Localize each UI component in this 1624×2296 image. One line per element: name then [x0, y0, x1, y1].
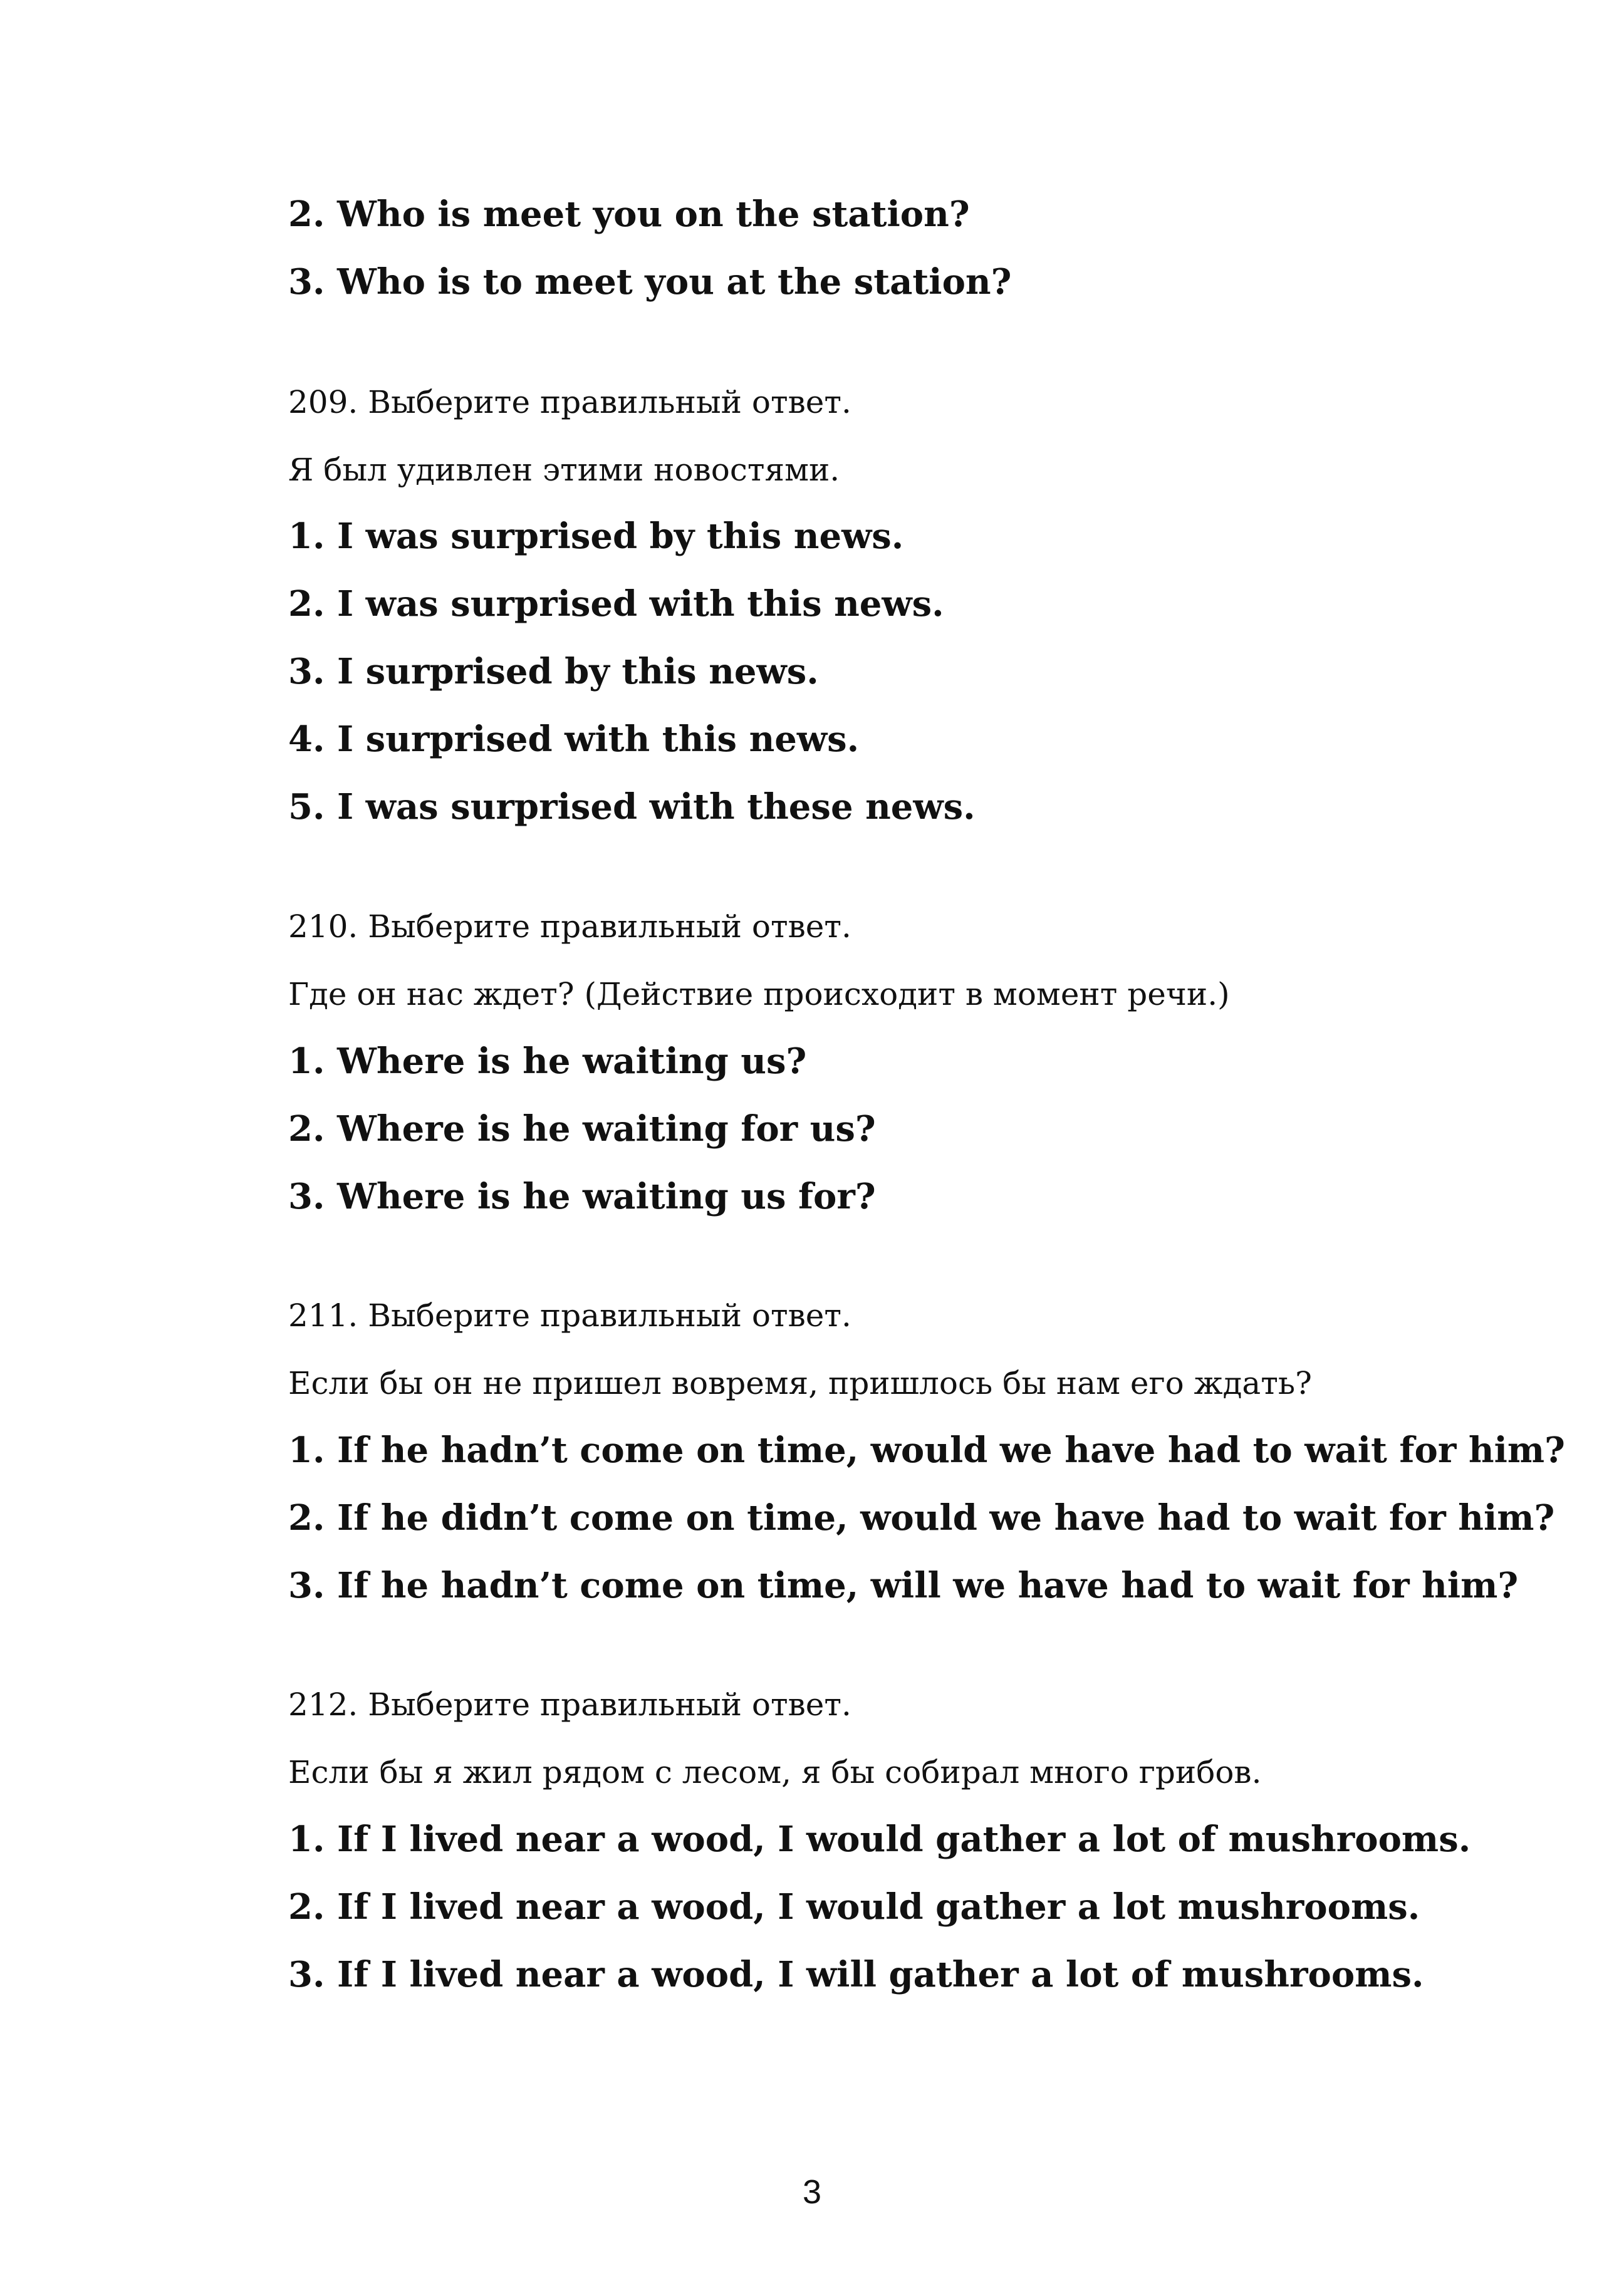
question-header: 212. Выберите правильный ответ. — [288, 1686, 851, 1723]
answer-option: 5. I was surprised with these news. — [288, 786, 976, 828]
answer-option: 1. If he hadn’t come on time, would we have had to wait for him? — [288, 1430, 1565, 1471]
question-header: 211. Выберите правильный ответ. — [288, 1297, 851, 1334]
answer-option: 2. If he didn’t come on time, would we have had to wait for him? — [288, 1497, 1555, 1539]
question-header: 209. Выберите правильный ответ. — [288, 384, 851, 420]
answer-option: 2. Where is he waiting for us? — [288, 1108, 876, 1150]
answer-option: 4. I surprised with this news. — [288, 719, 860, 760]
answer-option: 3. Where is he waiting us for? — [288, 1176, 876, 1217]
question-header: 210. Выберите правильный ответ. — [288, 908, 851, 945]
answer-option: 1. If I lived near a wood, I would gather a lot of mushrooms. — [288, 1819, 1471, 1860]
question-prompt: Если бы он не пришел вовремя, пришлось бы нам его ждать? — [288, 1365, 1312, 1401]
answer-option: 3. If I lived near a wood, I will gather a lot of mushrooms. — [288, 1954, 1424, 1995]
answer-option: 2. Who is meet you on the station? — [288, 194, 970, 235]
answer-option: 1. Where is he waiting us? — [288, 1041, 807, 1082]
question-prompt: Где он нас ждет? (Действие происходит в момент речи.) — [288, 976, 1230, 1012]
answer-option: 3. I surprised by this news. — [288, 651, 819, 692]
answer-option: 3. If he hadn’t come on time, will we have had to wait for him? — [288, 1565, 1519, 1606]
answer-option: 3. Who is to meet you at the station? — [288, 261, 1012, 303]
question-prompt: Если бы я жил рядом с лесом, я бы собирал много грибов. — [288, 1754, 1262, 1790]
answer-option: 2. I was surprised with this news. — [288, 583, 944, 625]
answer-option: 2. If I lived near a wood, I would gather a lot mushrooms. — [288, 1886, 1420, 1928]
question-prompt: Я был удивлен этими новостями. — [288, 452, 840, 488]
answer-option: 1. I was surprised by this news. — [288, 516, 904, 557]
page-number: 3 — [802, 2173, 822, 2211]
